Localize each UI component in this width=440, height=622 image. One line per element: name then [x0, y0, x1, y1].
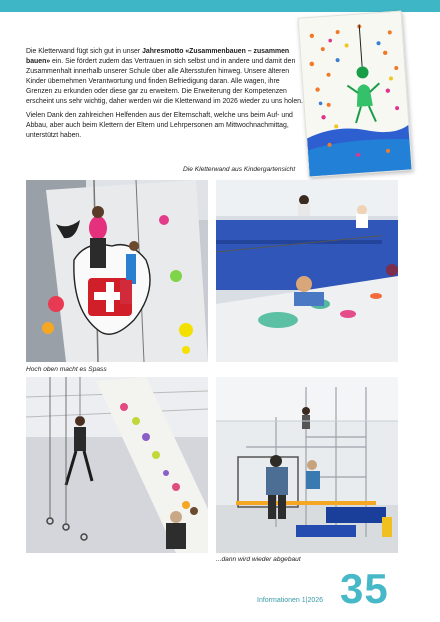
paragraph-1-motto: Jahresmotto «Zusammenbauen – zusammen bauen» [26, 48, 290, 65]
paragraph-1-text-a: Die Kletterwand fügt sich gut in unser [26, 48, 143, 55]
article-paragraph-1 [26, 47, 304, 106]
caption-fun-high-up: Hoch oben macht es Spass [26, 366, 107, 373]
photo-climber-with-crest [26, 180, 208, 362]
caption-dismantled-again: ...dann wird wieder abgebaut [216, 556, 301, 563]
photo-kids-on-blue-mats [216, 180, 398, 362]
child-drawing-image [298, 11, 413, 178]
article-body [26, 47, 304, 146]
photo-climbers-on-tilted-wall [26, 377, 208, 553]
paragraph-1-text-b: ein. Sie fördert zudem das Vertrauen in sich selbst und in andere und damit den Zusammenhalt innerhalb unserer Schule über alle Altersstufen hinweg. Unsere älteren Kinder übernehmen Verantwortung und finden Befriedigung daran. Alle wagen, ihre Grenzen zu erkunden oder diese gar zu erweitern. Die Erweiterung der Kompetenzen erscheint uns sehr wichtig, daher werden wir die Kletterwand im 2026 wieder zu uns holen. [26, 57, 303, 105]
page-number: 35 [340, 565, 389, 612]
photo-dismantling-climbing-wall [216, 377, 398, 553]
publication-label: Informationen 1|2026 [257, 597, 324, 604]
top-color-band [0, 0, 440, 12]
caption-kindergarten-view: Die Kletterwand aus Kindergartensicht [183, 166, 296, 173]
article-paragraph-2: Vielen Dank den zahlreichen Helfenden aus der Elternschaft, welche uns beim Auf- und Abbau, aber auch beim Klettern der Eltern und Lehrpersonen am Mittwochnachmittag, unterstützt haben. [26, 112, 293, 140]
